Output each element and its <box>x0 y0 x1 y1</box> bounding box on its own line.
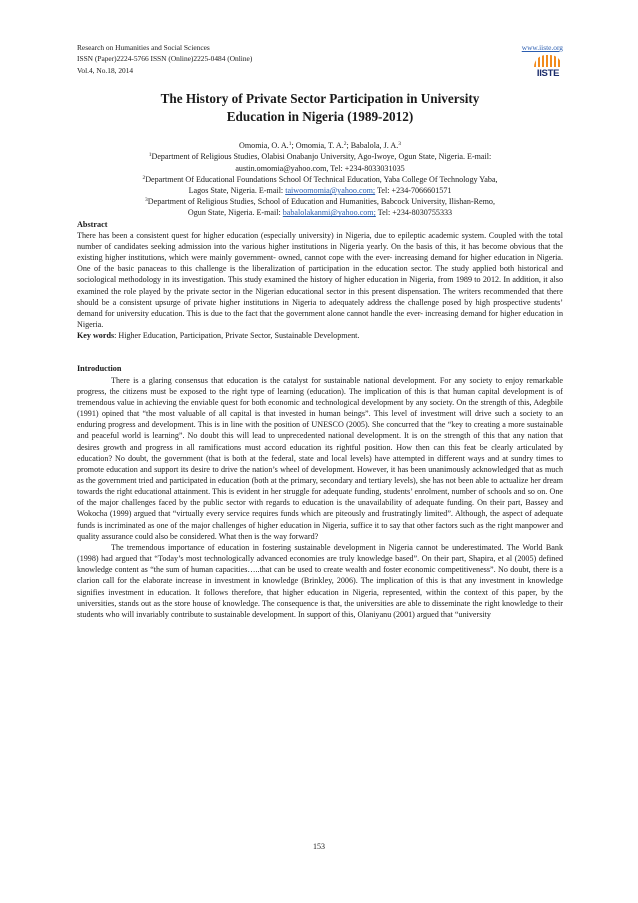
affiliation-2-line-1: Department Of Educational Foundations School Of Technical Education, Yaba College Of Technology Yaba, <box>145 174 498 184</box>
author-1: Omomia, O. A. <box>239 141 289 151</box>
affiliation-3-line-2: Ogun State, Nigeria. E-mail: <box>187 208 283 218</box>
affiliation-3 <box>77 196 563 218</box>
author-1-mark: 1 <box>288 141 292 148</box>
keywords <box>77 330 563 341</box>
affiliation-3-email-link[interactable]: babalolakanmi@yahoo.com; <box>282 208 376 218</box>
affiliation-2-line-2: Lagos State, Nigeria. E-mail: <box>188 186 286 196</box>
affiliation-2 <box>77 174 563 196</box>
running-header <box>77 42 563 79</box>
introduction-paragraph-1: There is a glaring consensus that education is the catalyst for sustainable national development. For any society to enjoy remarkable progress, the citizens must be exposed to the right type of learning (education). The implication of this is that human capital development is of tremendous value in achieving the enviable quest for both economic and technological development by any society. On the strength of this, Adegbile (1991) opined that “the most valuable of all capital is that invested in human beings”. This level of investment will drive such a society to an enduring progress and development. This is in line with the position of UNESCO (2005). She concurred that the “key to creating a more sustainable and peaceful world is learning”. No doubt this will lead to unprecedented national development. It is on the strength of this that any nation that desires growth and progress in all ramifications must accord education its rightful position. How then can this feat be clearly articulated by education? No doubt, the government (that is both at the federal, state and local levels) have attempted in different ways and at sundry times to promote education and support its desire to drive the nation’s wheel of development. However, it has been unanimously acknowledged that as much as the government tried and participated in education (both at the primary, secondary and tertiary levels), she has not been able to actualize her dream towards the right educational attainment. This is evident in her struggle for adequate funding, students’ enrolment, number of schools and so on. One of the major challenges faced by the public sector with regards to education is the unavailability of adequate funding. On their part, Bassey and Wokocha (1999) argued that “virtually every service requires funds which are piteously and frustratingly limited”. Although, the aspect of adequate funds is incriminated as one of the major challenges of higher education in Nigeria, suffice it to say that other factors such as the right manpower and quality assurance could also be considered. What then is the way forward? <box>77 375 563 541</box>
iiste-logo <box>533 55 563 79</box>
author-list <box>77 140 563 151</box>
page <box>77 42 563 620</box>
title-line-1: The History of Private Sector Participation in University <box>160 91 480 107</box>
author-2-mark: 2 <box>343 141 347 148</box>
logo-text: IISTE <box>536 68 560 79</box>
abstract-heading: Abstract <box>77 219 108 229</box>
author-3-mark: 3 <box>398 141 401 148</box>
affiliation-3-mark: 3 <box>145 197 148 204</box>
affiliation-1 <box>77 151 563 173</box>
affiliation-1-line-2: austin.omomia@yahoo.com, Tel: +234-8033031035 <box>235 163 405 173</box>
affiliation-3-line-1: Department of Religious Studies, School of Education and Humanities, Babcock University, Ilishan-Remo, <box>147 197 495 207</box>
keywords-list: : Higher Education, Participation, Private Sector, Sustainable Development. <box>114 331 360 341</box>
affiliation-2-email-link[interactable]: taiwoomomia@yahoo.com; <box>285 186 376 196</box>
paper-title <box>77 90 563 125</box>
title-line-2: Education in Nigeria (1989-2012) <box>226 108 414 124</box>
introduction-heading: Introduction <box>77 364 122 374</box>
introduction-paragraph-2: The tremendous importance of education in fostering sustainable development in Nigeria cannot be underestimated. The World Bank (1998) had argued that “Today’s most technologically advanced economies are truly knowledge based”. On their part, Shapira, et al (2005) defined knowledge content as “the sum of human capacities…..that can be used to create wealth and foster economic competitiveness”. No doubt, there is a clarion call for the elaborate increase in investment in knowledge (Brinkley, 2006). The implication of this is that any investment in knowledge signifies investment in education. It follows therefore, that higher education in Nigeria, represented, within the context of this paper, by the universities, stands out as the store house of knowledge. The consequence is that, the universities are able to disseminate the right knowledge to their students who will invariably contribute to sustainable development. In support of this, Olaniyanu (2001) argued that “university <box>77 542 563 619</box>
logo-sunburst-icon <box>534 55 562 67</box>
page-number: 153 <box>313 842 325 851</box>
affiliation-1-mark: 1 <box>148 152 152 159</box>
keywords-label: Key words <box>77 331 115 341</box>
abstract-text: There has been a consistent quest for higher education (especially university) in Nigeria, due to epileptic academic system. Coupled with the total number of candidates seeking admission into the various higher institutions in Nigeria yearly. On the basis of this, it has become obvious that the existing higher institutions, which were mainly government- owned, cannot cope with the ever- increasing demand for higher education in Nigeria. One of the basic panaceas to this challenge is the liberalization of participation in the education sector. The study applied both historical and sociological methodology in its investigation. This study examined the history of higher education in Nigeria, from 1989 to 2012. In addition, it also examined the role played by the private sector in the Nigerian educational sector in this present dispensation. The writers recommended that there should be a consistent upsurge of private higher institutions in Nigeria to adequately address the challenge posed by high prospective students’ demand for university education. This is due to the fact that the government alone cannot handle the ever- increasing demand for higher education in Nigeria. <box>77 230 563 330</box>
affiliation-2-tel: Tel: +234-7066601571 <box>375 186 452 196</box>
journal-url-link[interactable]: www.iiste.org <box>521 43 563 52</box>
journal-volume: Vol.4, No.18, 2014 <box>77 65 134 75</box>
affiliation-1-line-1: Department of Religious Studies, Olabisi Onabanjo University, Ago-Iwoye, Ogun State, Nigeria. E-mail: <box>151 152 492 162</box>
author-2: ; Omomia, T. A. <box>291 141 344 151</box>
journal-name: Research on Humanities and Social Sciences <box>77 43 210 52</box>
affiliation-2-mark: 2 <box>142 174 146 181</box>
affiliation-3-tel: Tel: +234-8030755333 <box>375 208 453 218</box>
journal-issn: ISSN (Paper)2224-5766 ISSN (Online)2225-0484 (Online) <box>77 54 253 64</box>
author-3: ; Babalola, J. A. <box>346 141 399 151</box>
